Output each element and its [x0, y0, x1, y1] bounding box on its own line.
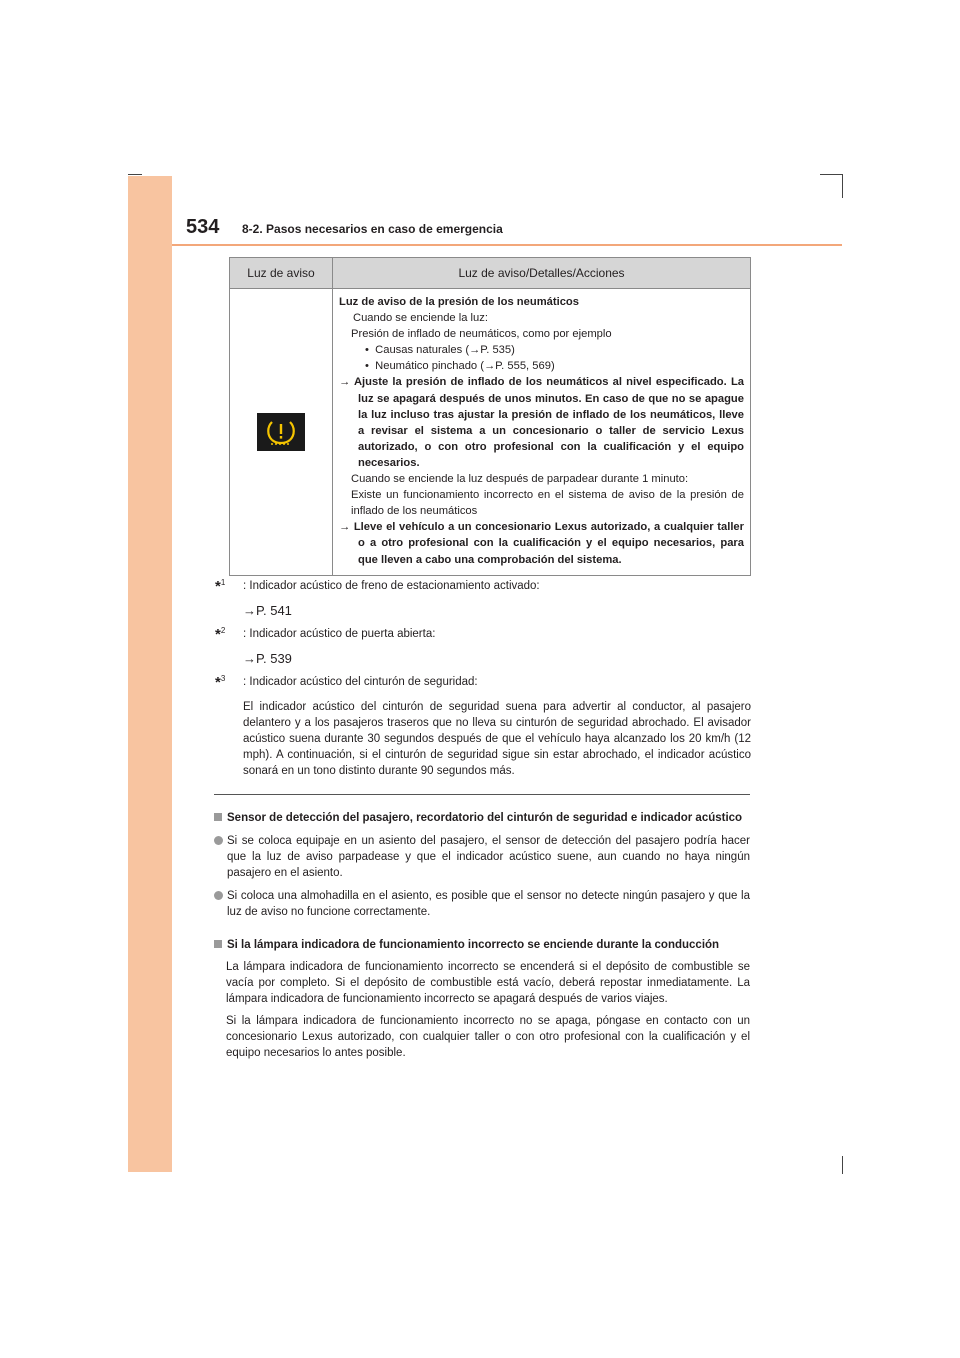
- details-cell: [333, 289, 751, 576]
- case-description: Existe un funcionamiento incorrecto en el sistema de aviso de la presión de inflado de los neumáticos: [351, 489, 744, 518]
- footnote: [215, 578, 751, 594]
- case-text: Cuando se enciende la luz después de parpadear durante 1 minuto:: [351, 473, 689, 486]
- section-malfunction-lamp: [214, 937, 750, 1061]
- crop-mark: [820, 174, 842, 175]
- footnote-label: : Indicador acústico de freno de estacionamiento activado:: [243, 580, 540, 592]
- footnote-mark: *$^2$: [215, 626, 226, 643]
- paragraph: Si la lámpara indicadora de funcionamiento incorrecto no se apaga, póngase en contacto con un concesionario Lexus autorizado, con cualquier taller o con otro profesional con la cualificación y el equipo necesarios lo antes posible.: [226, 1015, 750, 1059]
- footnote-body: El indicador acústico del cinturón de seguridad suena para advertir al conductor, al pasajero delantero y a los pasajeros traseros que no lleva su cinturón de seguridad abrochado. El avisador acústico suena durante 30 segundos después de que el vehículo haya alcanzado los 20 km/h (12 mph). A continuación, si el cinturón de seguridad sigue sin estar abrochado, el indicador acústico sonará en un tono distinto durante 90 segundos más.: [243, 701, 751, 777]
- cause-intro: Presión de inflado de neumáticos, como por ejemplo: [351, 328, 612, 341]
- square-bullet-icon: [214, 813, 222, 821]
- crop-mark: [128, 174, 142, 175]
- section-heading: Sensor de detección del pasajero, recordatorio del cinturón de seguridad e indicador acústico: [214, 810, 750, 826]
- table-row: [230, 289, 751, 576]
- section-heading: Si la lámpara indicadora de funcionamiento incorrecto se enciende durante la conducción: [214, 937, 750, 953]
- footnote-reference: →P. 539: [243, 651, 292, 666]
- case-text: Cuando se enciende la luz:: [353, 312, 488, 325]
- footnote-mark: *$^3$: [215, 674, 226, 691]
- crop-mark: [842, 1156, 843, 1174]
- warning-title: Luz de aviso de la presión de los neumáticos: [339, 296, 579, 308]
- footnote: [215, 626, 751, 642]
- section-title: 8-2. Pasos necesarios en caso de emergencia: [242, 222, 503, 236]
- footnote-label: : Indicador acústico del cinturón de seguridad:: [243, 676, 478, 688]
- action-text: → Ajuste la presión de inflado de los neumáticos al nivel especificado. La luz se apagará después de unos minutos. En caso de que no se apague la luz incluso tras ajustar la presión de inflado de los neumáticos, lleve a revisar el sistema a un concesionario o taller de servicio Lexus autorizado, o con otro profesional con la cualificación y el equipo necesarios.: [339, 376, 744, 469]
- footnote-reference: →P. 541: [243, 603, 292, 618]
- paragraph: La lámpara indicadora de funcionamiento incorrecto se encenderá si el depósito de combustible se vacía por completo. Si el depósito de combustible está vacío, deberá repostar inmediatamente. La lámpara indicadora de funcionamiento incorrecto se apagará después de varios viajes.: [226, 961, 750, 1005]
- round-bullet-icon: [214, 891, 223, 900]
- crop-mark: [842, 174, 843, 198]
- bullet-text: Neumático pinchado (→P. 555, 569): [375, 360, 555, 373]
- bullet-text: Causas naturales (→P. 535): [375, 344, 515, 357]
- section-divider: [214, 794, 750, 795]
- column-header-light: Luz de aviso: [230, 258, 333, 289]
- footnote-label: : Indicador acústico de puerta abierta:: [243, 628, 436, 640]
- column-header-details: Luz de aviso/Detalles/Acciones: [333, 258, 751, 289]
- tire-pressure-warning-icon: [257, 413, 305, 451]
- page-number: 534: [186, 216, 220, 238]
- tire-pressure-warning-icon: [257, 413, 305, 451]
- page-header: [186, 216, 842, 246]
- footnotes: [215, 578, 751, 779]
- action-text: → Lleve el vehículo a un concesionario Lexus autorizado, a cualquier taller o a otro profesional con la cualificación y el equipo necesarios, para que lleven a cabo una comprobación del sistema.: [339, 521, 744, 566]
- square-bullet-icon: [214, 940, 222, 948]
- list-item: Si coloca una almohadilla en el asiento, es posible que el sensor no detecte ningún pasajero y que la luz de aviso no funcione correctamente.: [214, 888, 750, 920]
- table-header-row: [230, 258, 751, 289]
- warning-light-table: [229, 257, 751, 576]
- section-passenger-sensor: [214, 810, 750, 920]
- round-bullet-icon: [214, 836, 223, 845]
- header-rule: [172, 244, 842, 246]
- side-color-band: [128, 176, 172, 1172]
- list-item: Si se coloca equipaje en un asiento del pasajero, el sensor de detección del pasajero podría hacer que la luz de aviso parpadease y que el indicador acústico suene, aun cuando no haya ningún pasajero en el asiento.: [214, 833, 750, 881]
- list-item: • Neumático pinchado (→P. 555, 569): [365, 360, 555, 373]
- footnote-mark: *$^1$: [215, 578, 226, 595]
- list-item: • Causas naturales (→P. 535): [365, 344, 515, 357]
- footnote: [215, 674, 751, 690]
- icon-cell: [230, 289, 333, 576]
